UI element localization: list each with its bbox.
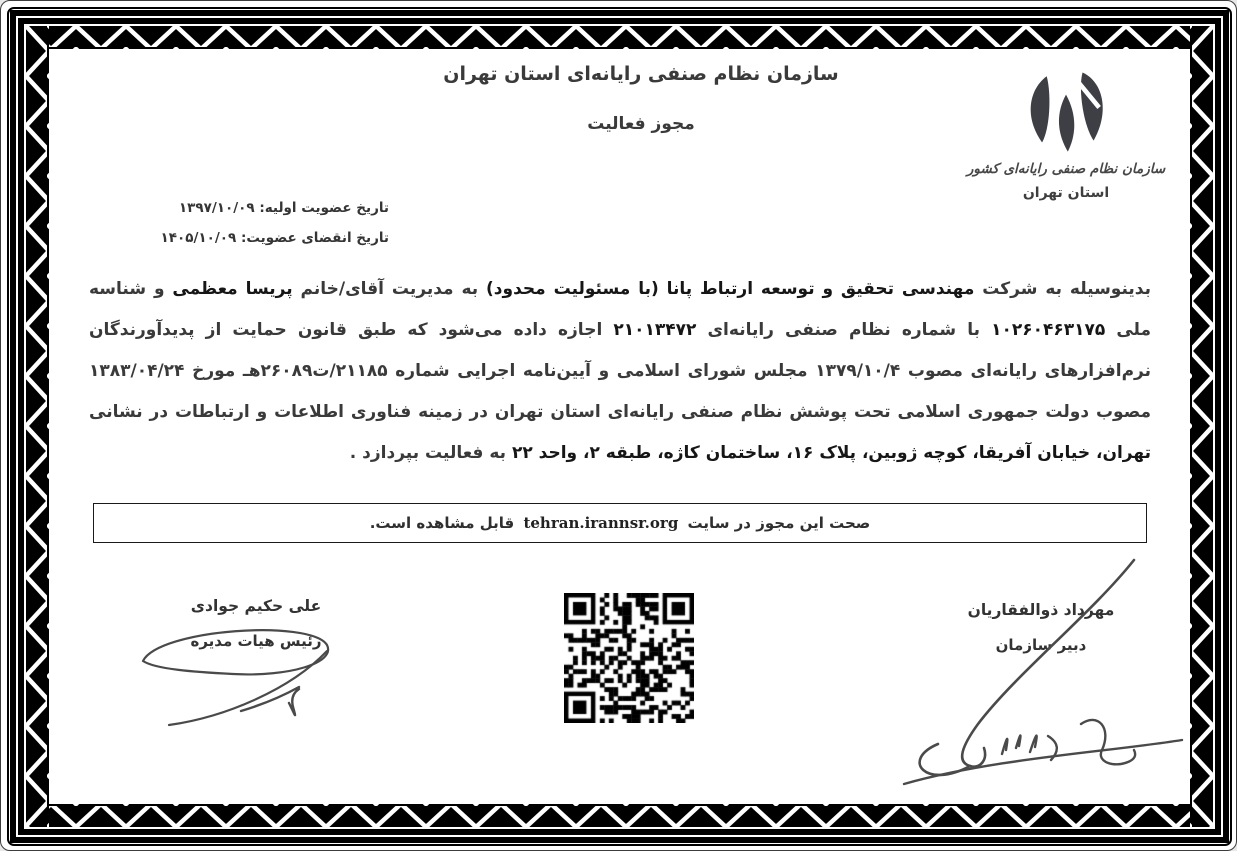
verification-url: tehran.irannsr.org [523,514,679,532]
signatory-right-title: دبیر سازمان [995,636,1087,654]
org-logo-block [946,69,1186,201]
signatory-left-title: رئیس هیات مدیره [190,632,322,650]
signature-right-stroke [876,556,1206,791]
license-body-text: بدینوسیله به شرکت مهندسی تحقیق و توسعه ارتباط پانا (با مسئولیت محدود) به مدیریت آقای/خانم پریسا معظمی و شناسه ملی ۱۰۲۶۰۴۶۳۱۷۵ با شماره نظام صنفی رایانه‌ای ۲۱۰۱۳۴۷۲ اجازه داده می‌شود که طبق قانون حمایت از پدیدآورندگان نرم‌افزارهای رایانه‌ای مصوب ۱۳۷۹/۱۰/۴ مجلس شورای اسلامی و آیین‌نامه اجرایی شماره ۲۱۱۸۵/ت۲۶۰۸۹هـ مورخ ۱۳۸۳/۰۴/۲۴ مصوب دولت جمهوری اسلامی تحت پوشش نظام صنفی رایانه‌ای استان تهران در زمینه فناوری اطلاعات و ارتباطات در نشانی تهران، خیابان آفریقا، کوچه ژوبین، پلاک ۱۶، ساختمان کاژه، طبقه ۲، واحد ۲۲ به فعالیت بپردازد . [89,279,1151,463]
logo-province: استان تهران [1022,185,1110,201]
qr-code [564,593,694,723]
membership-expiry-date: تاریخ انقضای عضویت: ۱۴۰۵/۱۰/۰۹ [160,230,389,246]
verification-box [93,503,1147,543]
tulip-logo-icon [1020,69,1112,157]
page-subtitle: مجوز فعالیت [587,114,695,134]
membership-start-date: تاریخ عضویت اولیه: ۱۳۹۷/۱۰/۰۹ [178,200,389,216]
signatory-left-name: علی حکیم جوادی [190,597,322,615]
membership-dates [89,193,389,253]
logo-org-name: سازمان نظام صنفی رایانه‌ای کشور [966,161,1166,177]
verification-text: صحت این مجوز در سایت tehran.irannsr.org قابل مشاهده است. [369,514,871,532]
signature-left-stroke [131,619,366,759]
signatory-right-name: مهرداد ذوالفقاریان [967,601,1115,619]
page-title: سازمان نظام صنفی رایانه‌ای استان تهران [443,63,839,85]
